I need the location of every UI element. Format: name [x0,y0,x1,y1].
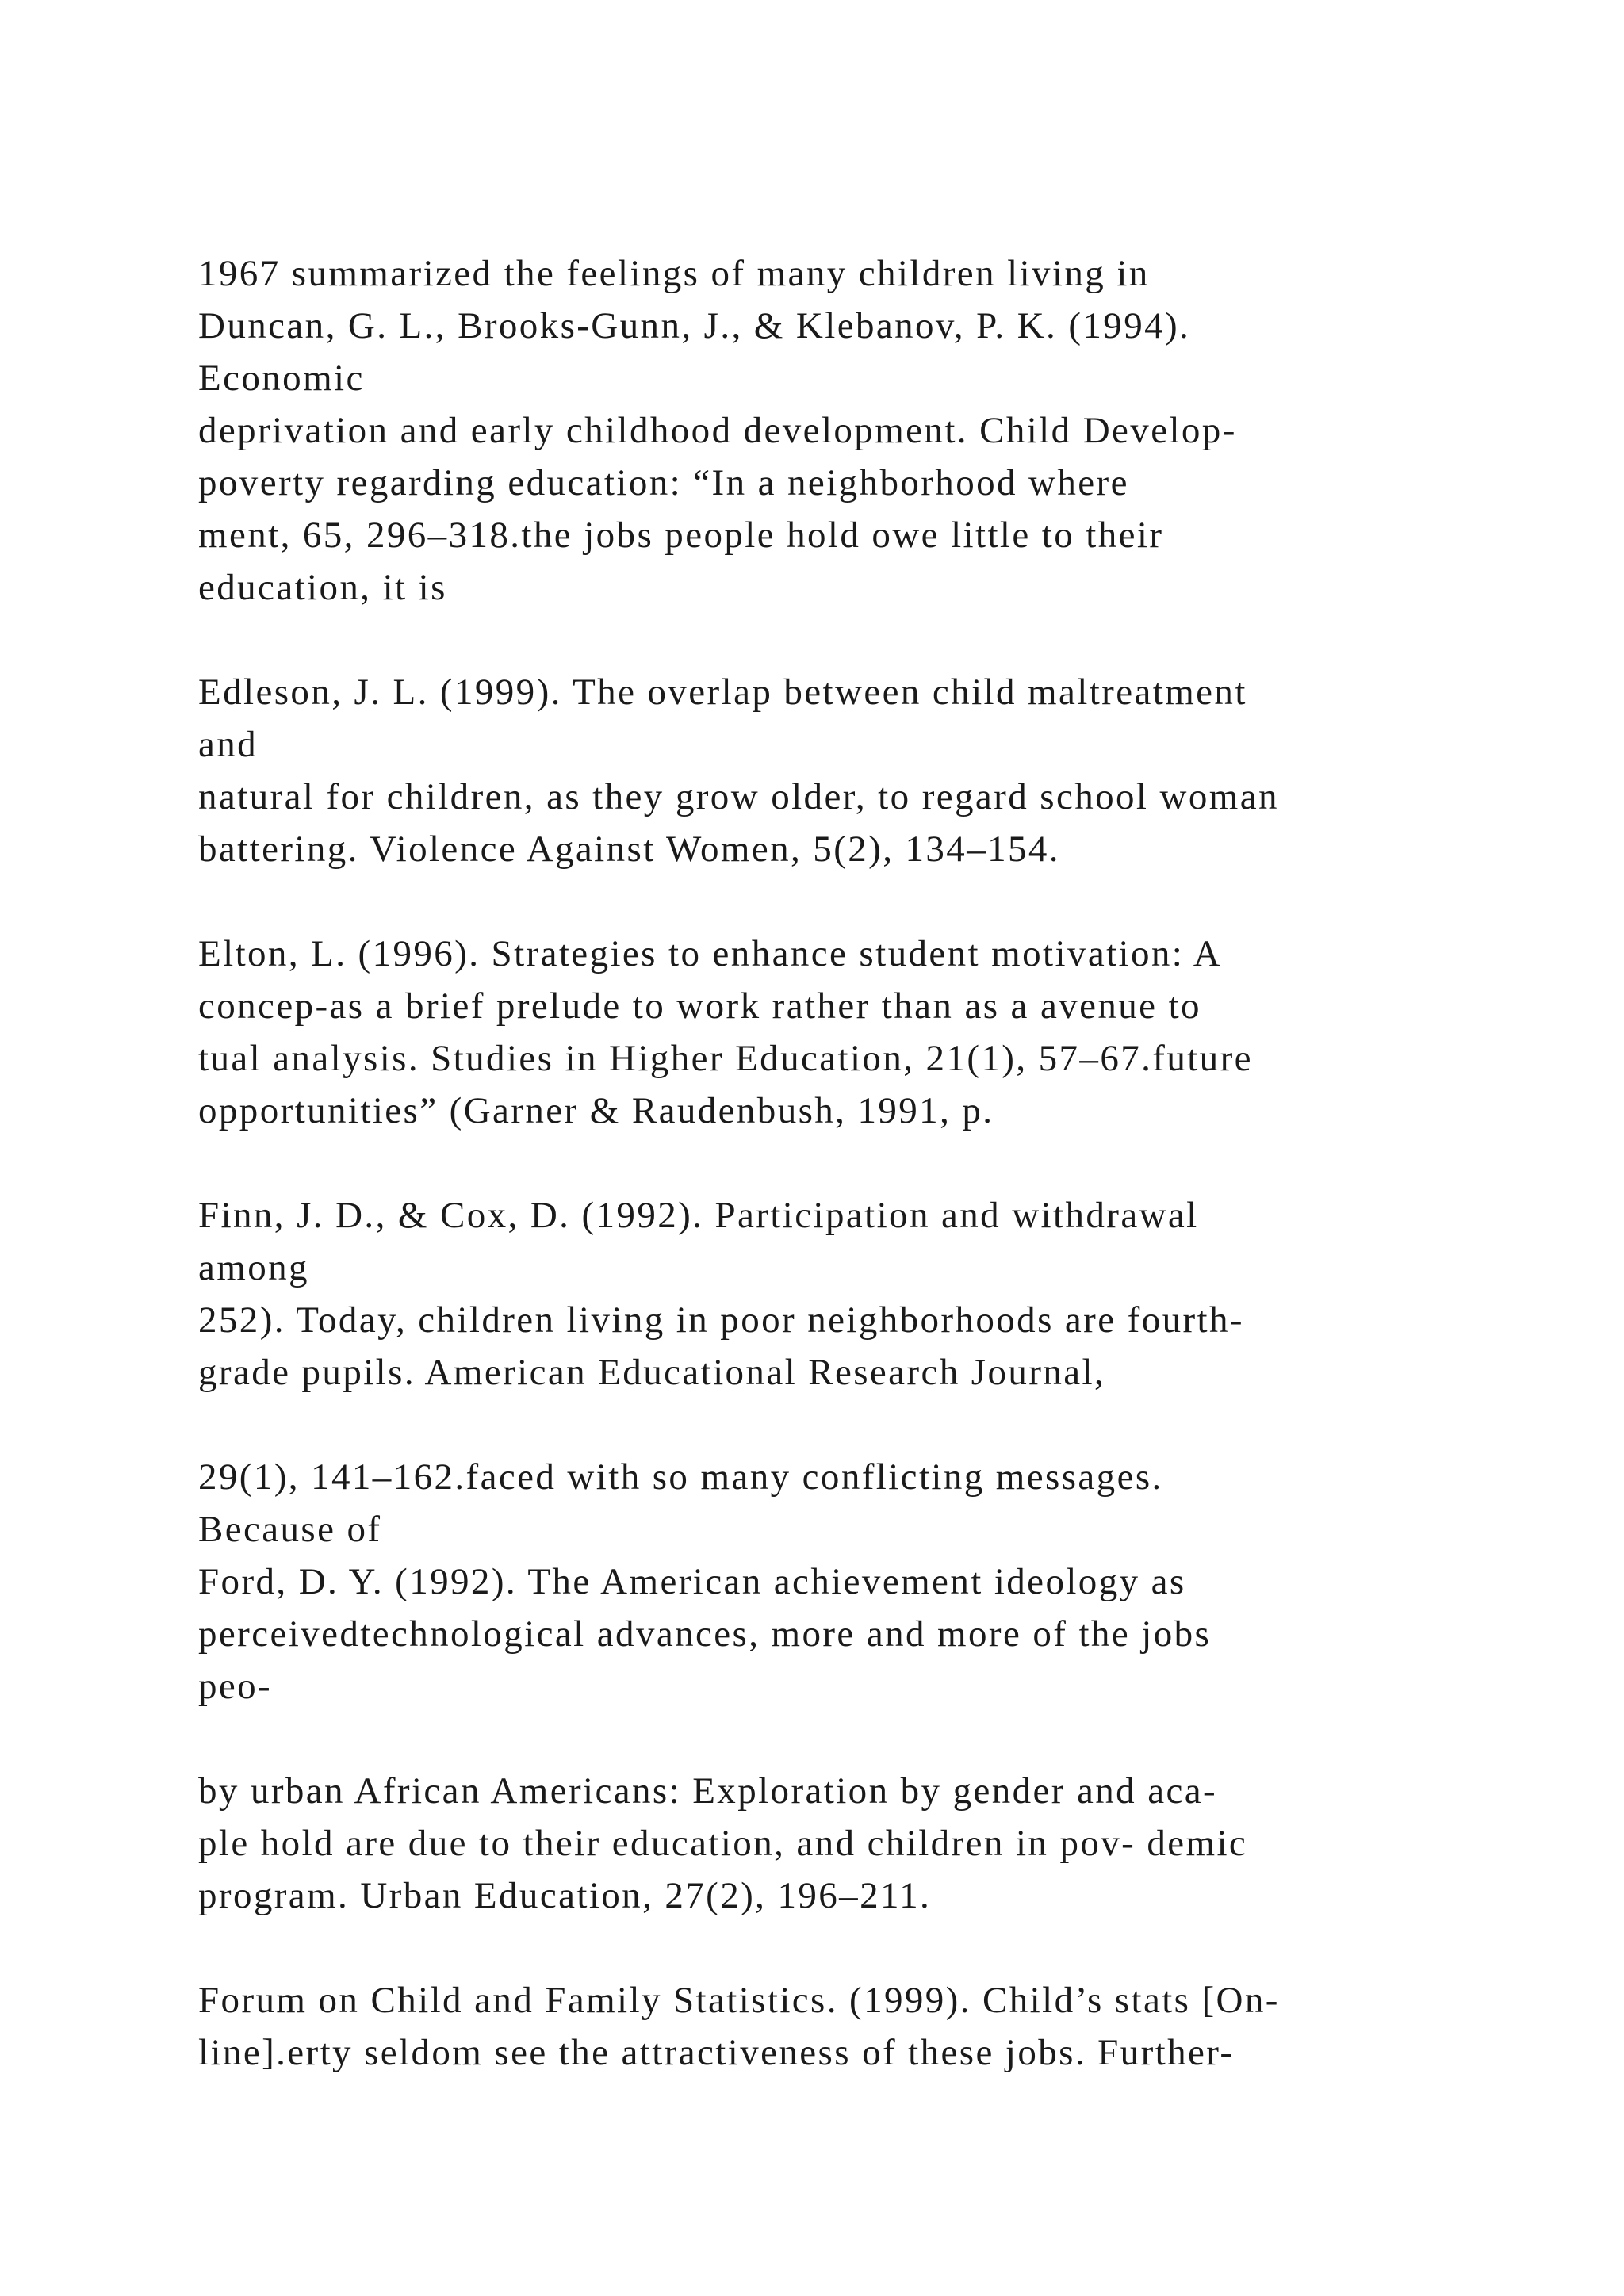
text-line: ple hold are due to their education, and children in pov- demic [198,1823,1248,1864]
text-line: peo- [198,1666,273,1707]
text-line: deprivation and early childhood development. Child Develop- [198,410,1237,451]
text-line: Elton, L. (1996). Strategies to enhance student motivation: A [198,933,1223,974]
text-line: ment, 65, 296–318.the jobs people hold owe little to their [198,515,1164,556]
text-line: Finn, J. D., & Cox, D. (1992). Participation and withdrawal [198,1195,1199,1236]
blank-line [198,1399,1546,1451]
blank-line [198,1137,1546,1189]
text-line: Ford, D. Y. (1992). The American achievement ideology as [198,1561,1186,1602]
text-line: education, it is [198,567,447,608]
blank-line [198,614,1546,666]
blank-line [198,875,1546,928]
text-line: and [198,724,259,765]
text-line: Edleson, J. L. (1999). The overlap between child maltreatment [198,672,1247,713]
text-line: program. Urban Education, 27(2), 196–211. [198,1875,932,1916]
text-line: Economic [198,358,365,399]
text-line: poverty regarding education: “In a neighborhood where [198,462,1129,503]
text-line: grade pupils. American Educational Research Journal, [198,1352,1106,1393]
text-line: 29(1), 141–162.faced with so many conflicting messages. [198,1456,1163,1498]
text-line: line].erty seldom see the attractiveness of these jobs. Further- [198,2032,1235,2073]
blank-line [198,1922,1546,1974]
text-line: perceivedtechnological advances, more and more of the jobs [198,1613,1212,1655]
text-line: 1967 summarized the feelings of many children living in [198,253,1150,294]
text-line: battering. Violence Against Women, 5(2), 134–154. [198,828,1060,870]
text-line: Forum on Child and Family Statistics. (1999). Child’s stats [On- [198,1980,1280,2021]
blank-line [198,1712,1546,1765]
text-line: by urban African Americans: Exploration by gender and aca- [198,1770,1218,1812]
text-line: 252). Today, children living in poor neighborhoods are fourth- [198,1299,1244,1341]
text-line: Duncan, G. L., Brooks-Gunn, J., & Klebanov, P. K. (1994). [198,305,1191,346]
document-body [198,247,1546,2079]
text-line: Because of [198,1509,382,1550]
text-line: among [198,1247,309,1288]
text-line: concep-as a brief prelude to work rather than as a avenue to [198,985,1201,1027]
text-line: natural for children, as they grow older, to regard school woman [198,776,1279,817]
text-line: opportunities” (Garner & Raudenbush, 1991, p. [198,1090,994,1131]
text-line: tual analysis. Studies in Higher Education, 21(1), 57–67.future [198,1038,1253,1079]
